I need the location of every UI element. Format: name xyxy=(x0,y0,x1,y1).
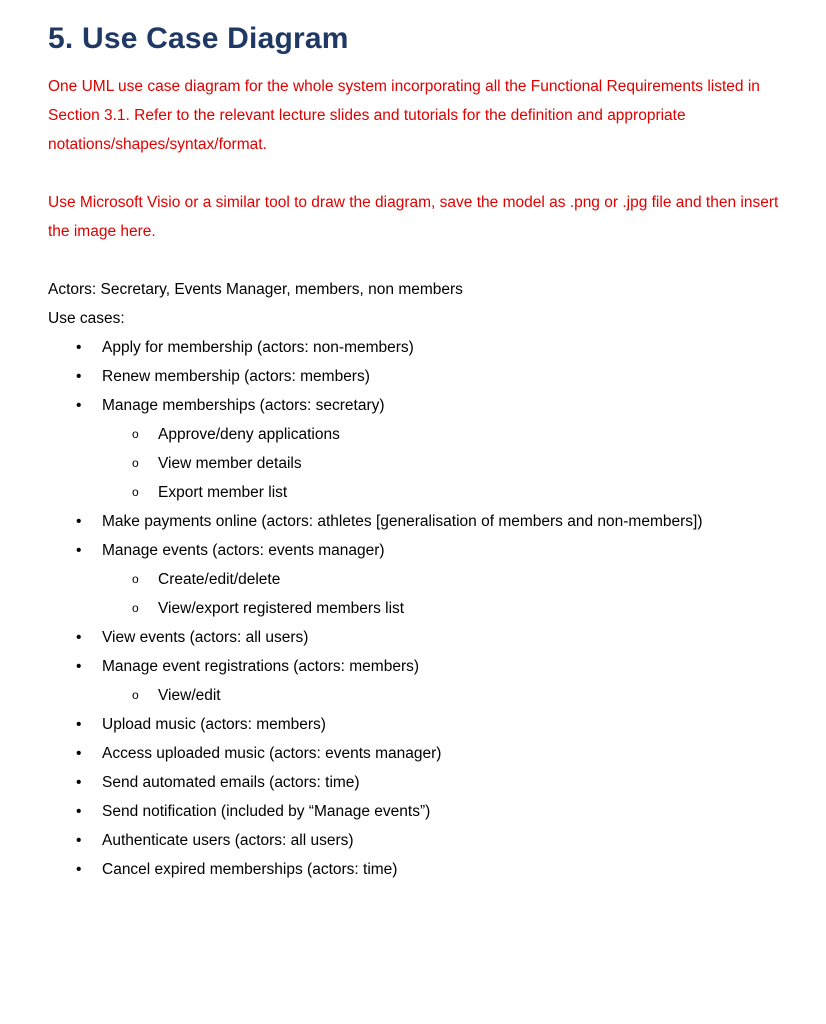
list-item-label: Create/edit/delete xyxy=(158,571,281,588)
circle-bullet-icon: o xyxy=(132,427,139,441)
circle-bullet-icon: o xyxy=(132,572,139,586)
use-case-item xyxy=(48,652,780,681)
disc-bullet-icon: • xyxy=(76,339,82,356)
list-item-label: Authenticate users (actors: all users) xyxy=(102,832,354,849)
list-item-label: Make payments online (actors: athletes [generalisation of members and non-members]) xyxy=(102,513,703,530)
use-case-subitem xyxy=(48,478,780,507)
disc-bullet-icon: • xyxy=(76,658,82,675)
section-heading: 5. Use Case Diagram xyxy=(48,22,349,55)
disc-bullet-icon: • xyxy=(76,397,82,414)
list-item-label: Manage events (actors: events manager) xyxy=(102,542,385,559)
use-case-item xyxy=(48,710,780,739)
circle-bullet-icon: o xyxy=(132,485,139,499)
list-item-label: Approve/deny applications xyxy=(158,426,340,443)
disc-bullet-icon: • xyxy=(76,542,82,559)
list-item-label: View/edit xyxy=(158,687,221,704)
actors-line: Actors: Secretary, Events Manager, members, non members xyxy=(48,281,463,298)
list-item-label: Upload music (actors: members) xyxy=(102,716,326,733)
use-case-item xyxy=(48,333,780,362)
use-case-subitem xyxy=(48,594,780,623)
paragraph-spacer xyxy=(48,246,780,275)
list-item-label: Manage memberships (actors: secretary) xyxy=(102,397,385,414)
circle-bullet-icon: o xyxy=(132,688,139,702)
instruction-paragraph-1: One UML use case diagram for the whole system incorporating all the Functional Requirements listed in Section 3.1. Refer to the relevant lecture slides and tutorials for the definition and appropriate notations/shapes/syntax/format. xyxy=(48,78,760,153)
use-case-subitem xyxy=(48,681,780,710)
list-item-label: Send notification (included by “Manage events”) xyxy=(102,803,431,820)
list-item-label: Access uploaded music (actors: events manager) xyxy=(102,745,442,762)
use-case-item xyxy=(48,739,780,768)
use-cases-label: Use cases: xyxy=(48,310,125,327)
disc-bullet-icon: • xyxy=(76,745,82,762)
paragraph-spacer xyxy=(48,159,780,188)
disc-bullet-icon: • xyxy=(76,368,82,385)
instruction-paragraph-2: Use Microsoft Visio or a similar tool to draw the diagram, save the model as .png or .jpg file and then insert the image here. xyxy=(48,194,779,240)
disc-bullet-icon: • xyxy=(76,832,82,849)
circle-bullet-icon: o xyxy=(132,456,139,470)
use-case-subitem xyxy=(48,565,780,594)
disc-bullet-icon: • xyxy=(76,513,82,530)
use-case-item xyxy=(48,623,780,652)
disc-bullet-icon: • xyxy=(76,716,82,733)
use-case-list xyxy=(48,333,780,884)
use-case-item xyxy=(48,797,780,826)
use-case-item xyxy=(48,826,780,855)
use-case-subitem xyxy=(48,449,780,478)
list-item-label: Export member list xyxy=(158,484,288,501)
list-item-label: Renew membership (actors: members) xyxy=(102,368,370,385)
use-case-item xyxy=(48,391,780,420)
list-item-label: View events (actors: all users) xyxy=(102,629,309,646)
disc-bullet-icon: • xyxy=(76,861,82,878)
list-item-label: View/export registered members list xyxy=(158,600,405,617)
use-case-item xyxy=(48,507,780,536)
list-item-label: View member details xyxy=(158,455,302,472)
list-item-label: Apply for membership (actors: non-members) xyxy=(102,339,414,356)
use-case-item xyxy=(48,362,780,391)
circle-bullet-icon: o xyxy=(132,601,139,615)
disc-bullet-icon: • xyxy=(76,774,82,791)
use-case-item xyxy=(48,768,780,797)
use-case-item xyxy=(48,855,780,884)
disc-bullet-icon: • xyxy=(76,803,82,820)
list-item-label: Manage event registrations (actors: members) xyxy=(102,658,420,675)
use-case-subitem xyxy=(48,420,780,449)
use-case-item xyxy=(48,536,780,565)
list-item-label: Send automated emails (actors: time) xyxy=(102,774,360,791)
list-item-label: Cancel expired memberships (actors: time) xyxy=(102,861,398,878)
disc-bullet-icon: • xyxy=(76,629,82,646)
